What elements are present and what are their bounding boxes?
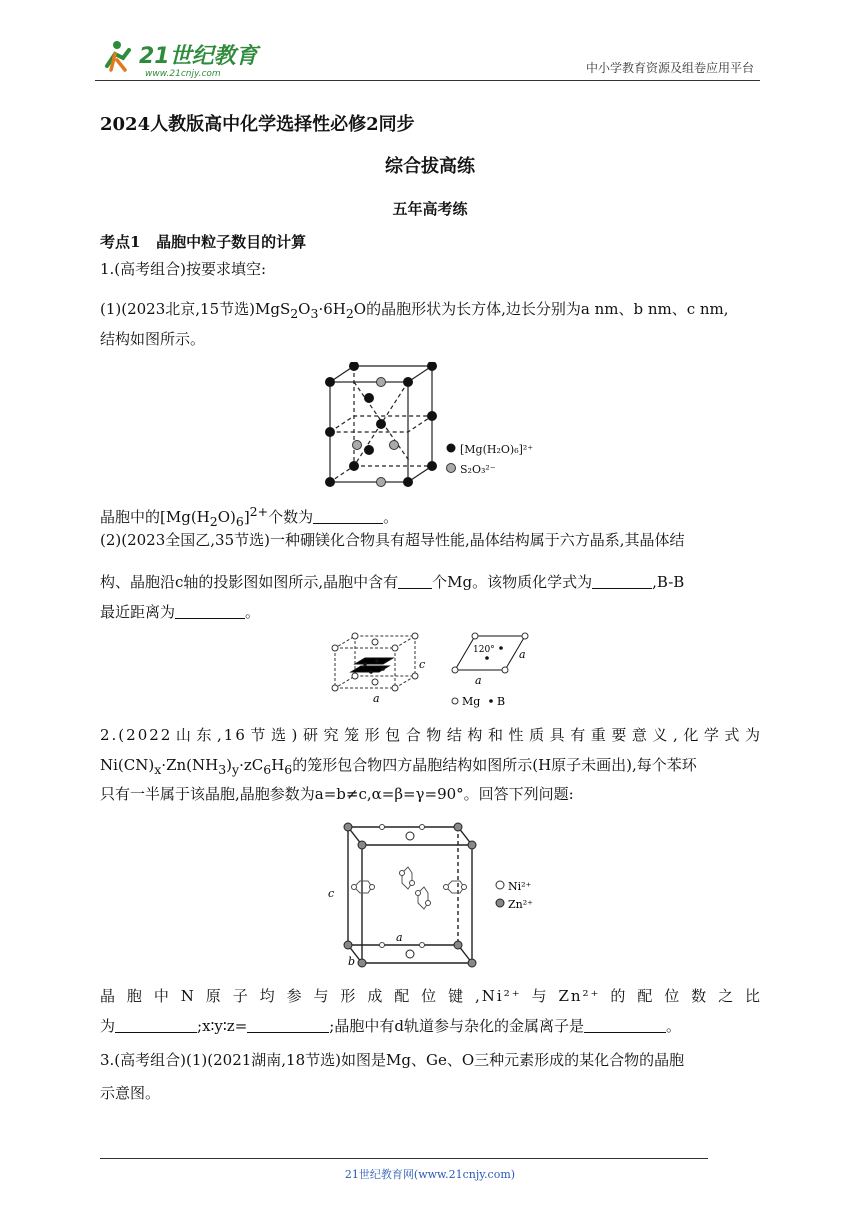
blank-2[interactable] <box>398 572 432 589</box>
legend-black-ball-icon <box>447 444 456 453</box>
footer-divider <box>100 1158 708 1159</box>
question-2-line2: $Ni(CN)_x\cdot Zn(NH_3)_y\cdot zC_6H_6$的笼形包合物四方晶胞结构如图所示(H原子未画出),每个苯环 <box>100 756 697 777</box>
svg-text:a: a <box>396 931 403 944</box>
crystal-cell-figure-1 <box>320 362 540 494</box>
question-2-answer-line2: 为 ;x∶y∶z= ;晶胞中有d轨道参与杂化的金属离子是 。 <box>100 1017 681 1035</box>
svg-text:www.21cnjy.com: www.21cnjy.com <box>145 69 221 79</box>
legend-ni: Ni²⁺ <box>508 880 532 893</box>
blank-7[interactable] <box>584 1016 666 1033</box>
legend-gray-ball-icon <box>447 464 456 473</box>
legend-thiosulfate: S₂O₃²⁻ <box>460 463 496 476</box>
blank-1[interactable] <box>313 507 383 524</box>
question-3-line2: 示意图。 <box>100 1084 161 1102</box>
blank-3[interactable] <box>592 572 652 589</box>
section-title: 综合拔高练 <box>385 156 475 177</box>
question-1-answer1: 晶胞中的$[Mg(H_2O)_6]^{2+}$个数为 。 <box>100 504 399 529</box>
crystal-cell-figure-2 <box>325 628 535 708</box>
svg-text:a: a <box>475 674 482 687</box>
svg-text:Mg: Mg <box>462 695 481 708</box>
svg-text:a: a <box>373 692 380 705</box>
legend-b-icon <box>489 699 493 703</box>
footer-text[interactable]: 21世纪教育网(www.21cnjy.com) <box>344 1168 516 1181</box>
svg-text:21世纪教育: 21世纪教育 <box>139 44 258 69</box>
svg-text:c: c <box>419 658 426 671</box>
crystal-cell-figure-3 <box>322 815 542 973</box>
legend-mg-icon <box>452 698 458 704</box>
legend-zn: Zn²⁺ <box>508 898 533 911</box>
question-3-line1: 3.(高考组合)(1)(2021湖南,18节选)如图是Mg、Ge、O三种元素形成的某化合物的晶胞 <box>100 1051 685 1069</box>
subsection-title: 五年高考练 <box>392 200 468 218</box>
question-2-answer-line1: 晶胞中N原子均参与形成配位键,Ni²⁺与Zn²⁺的配位数之比 <box>100 987 762 1005</box>
document-title: 2024人教版高中化学选择性必修2同步 <box>100 114 415 135</box>
question-1-part2-line1: (2)(2023全国乙,35节选)一种硼镁化合物具有超导性能,晶体结构属于六方晶系,其晶体结 <box>100 531 685 549</box>
page-header <box>95 36 760 81</box>
header-platform-text: 中小学教育资源及组卷应用平台 <box>585 61 754 75</box>
svg-text:b: b <box>348 955 356 968</box>
question-1-intro: 1.(高考组合)按要求填空: <box>100 260 267 278</box>
question-1-part1: (1)(2023北京,15节选)$MgS_2O_3\cdot 6H_2O$的晶胞形状为长方体,边长分别为a nm、b nm、c nm, <box>100 300 729 321</box>
topic-heading: 考点1 晶胞中粒子数目的计算 <box>100 233 307 251</box>
question-1-part1-line2: 结构如图所示。 <box>100 330 206 348</box>
blank-4[interactable] <box>175 602 245 619</box>
legend-zn-icon <box>496 899 504 907</box>
blank-5[interactable] <box>115 1016 197 1033</box>
blank-6[interactable] <box>247 1016 329 1033</box>
question-2-line3: 只有一半属于该晶胞,晶胞参数为a=b≠c,α=β=γ=90°。回答下列问题: <box>100 785 574 803</box>
site-logo <box>95 36 265 80</box>
question-1-part2-line2: 构、晶胞沿c轴的投影图如图所示,晶胞中含有 个Mg。该物质化学式为 ,B-B <box>100 573 685 591</box>
runner-icon <box>107 41 129 70</box>
legend-mg-water: [Mg(H₂O)₆]²⁺ <box>460 443 534 456</box>
svg-text:a: a <box>519 648 526 661</box>
question-1-part2-line3: 最近距离为 。 <box>100 603 261 621</box>
svg-text:120°: 120° <box>473 645 495 655</box>
svg-text:B: B <box>497 695 506 708</box>
legend-ni-icon <box>496 881 504 889</box>
question-2-line1: 2.(2022山东,16节选)研究笼形包合物结构和性质具有重要意义,化学式为 <box>100 726 762 744</box>
svg-text:c: c <box>328 887 335 900</box>
